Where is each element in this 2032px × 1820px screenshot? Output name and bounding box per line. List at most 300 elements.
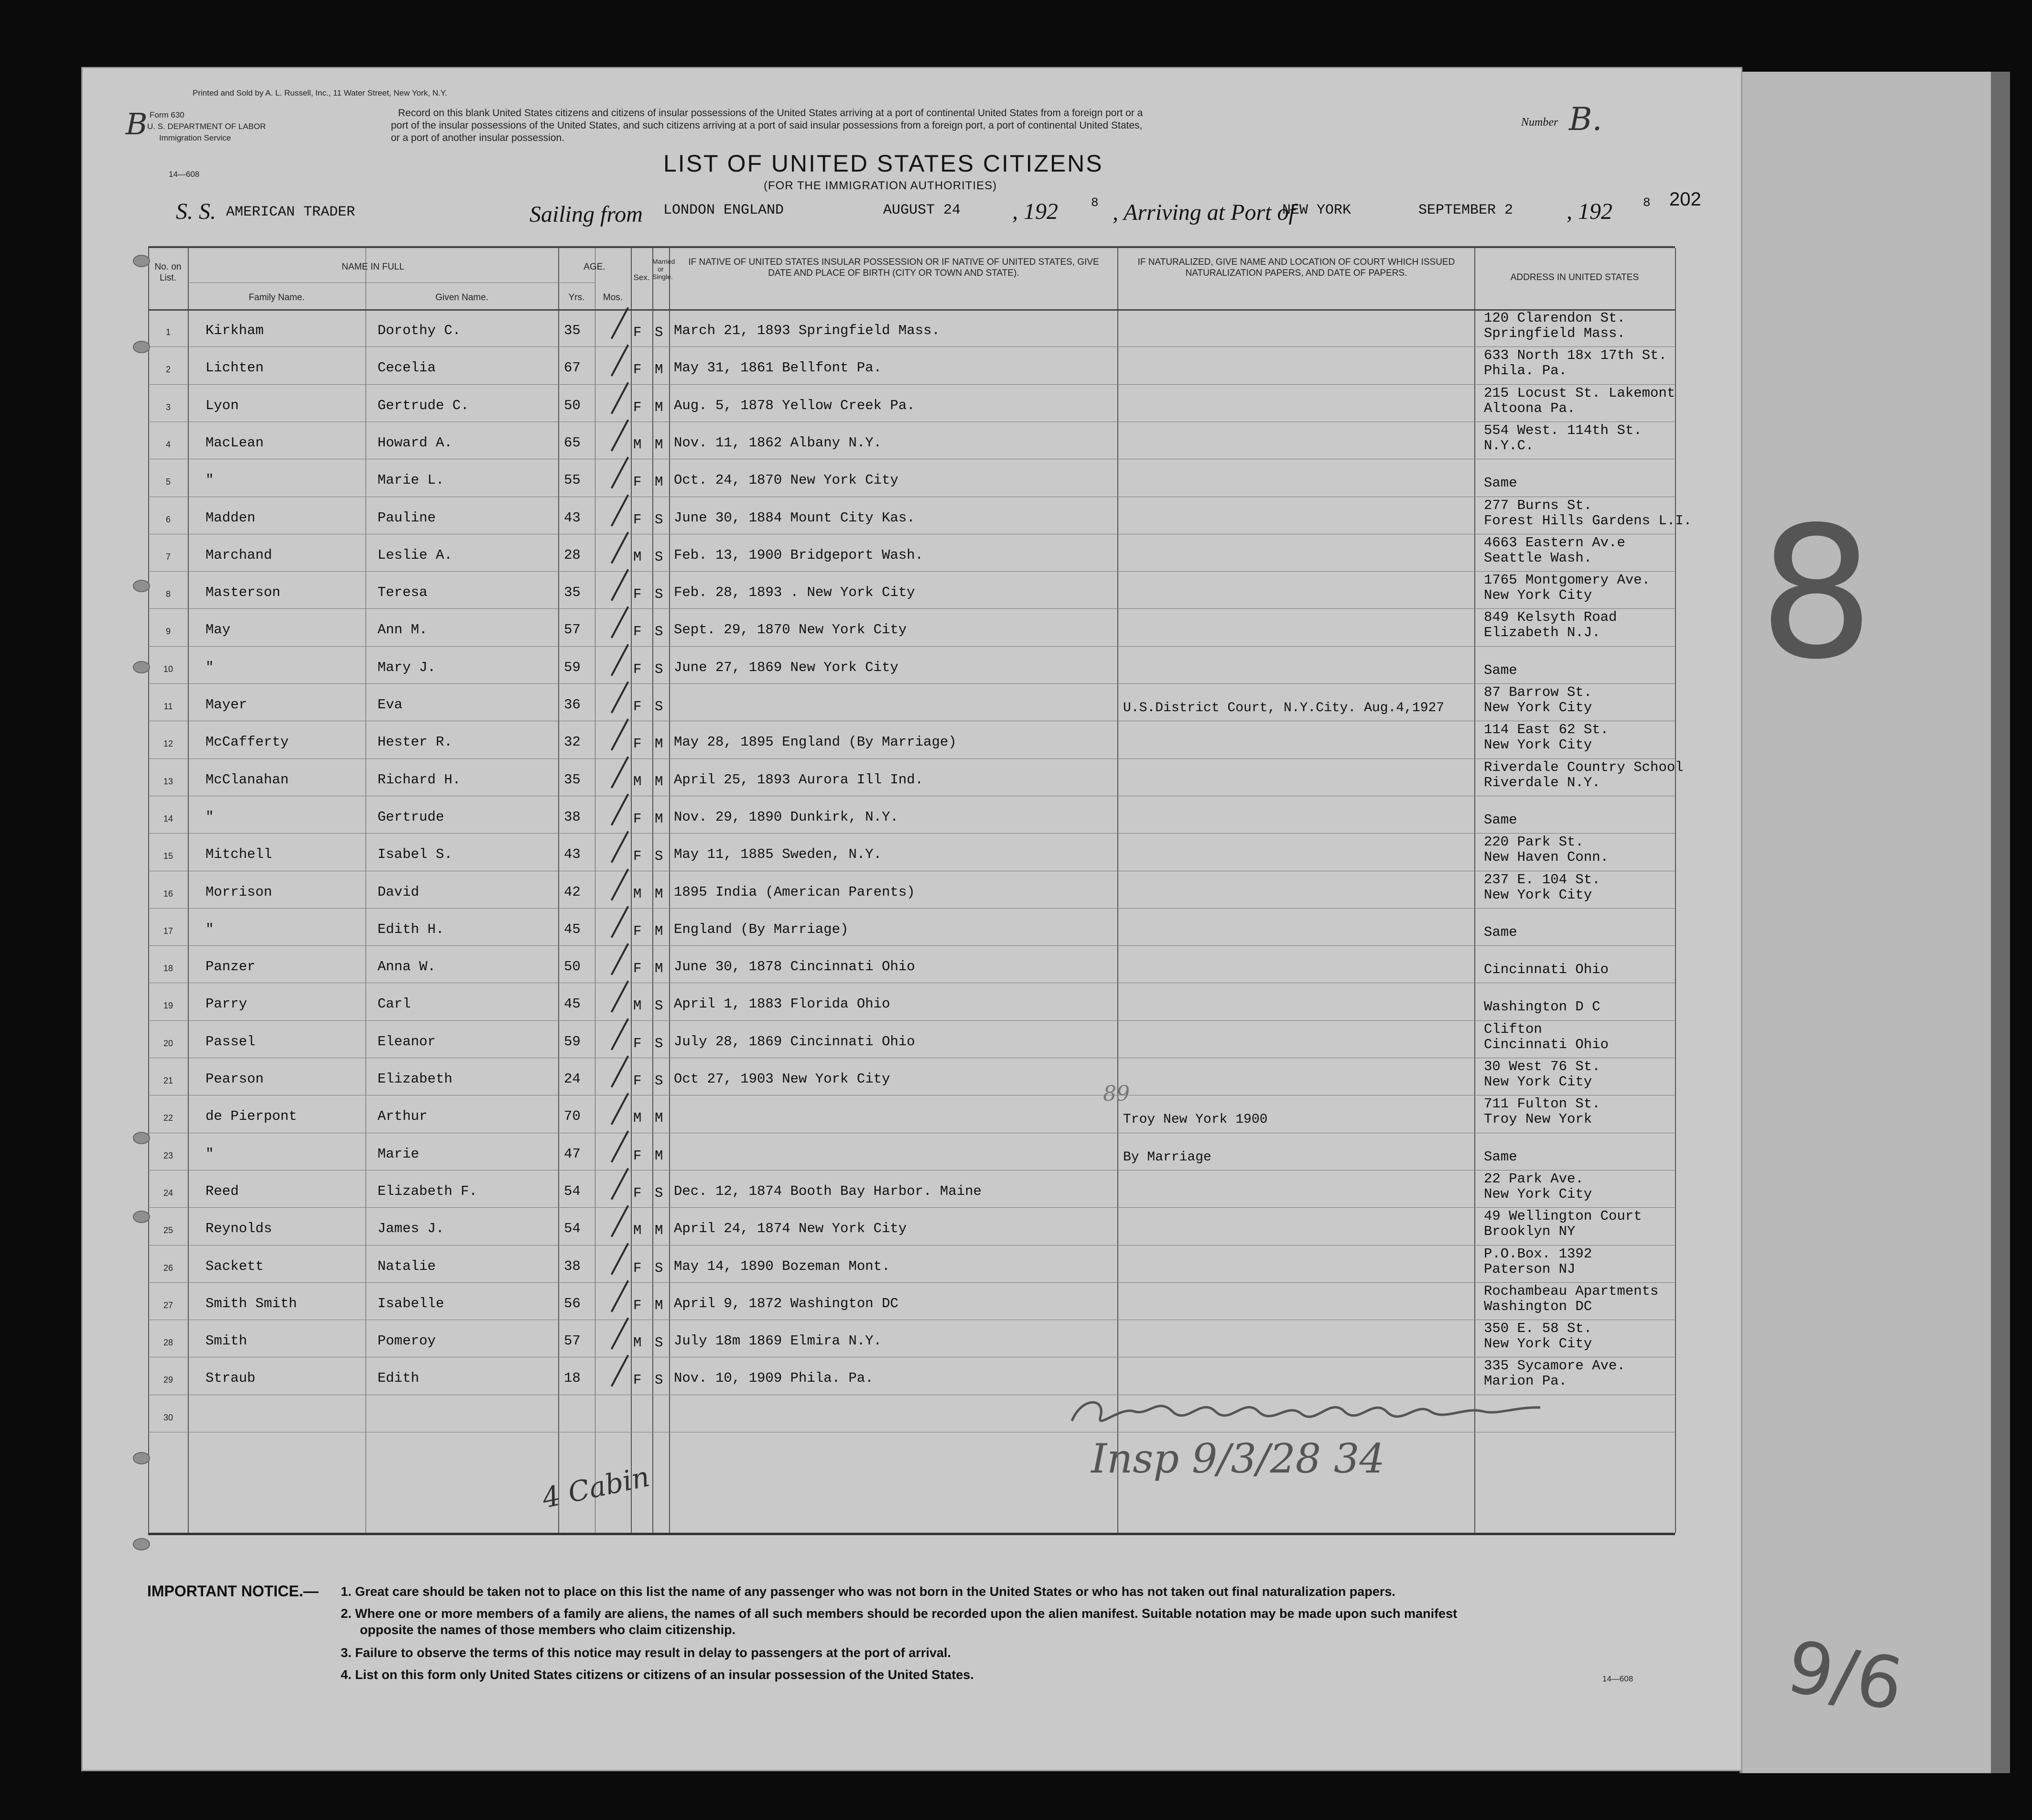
sex: M [633,549,642,565]
notice-item-4: 4. List on this form only United States citizens or citizens of an insular possession of the United States. [341,1668,974,1682]
col-header-mos: Mos. [603,292,623,303]
family-name: MacLean [205,434,264,451]
punch-hole [133,1211,150,1223]
age-years: 36 [564,697,581,713]
address-line-1: 4663 Eastern Av.e [1484,534,1625,551]
age-years: 56 [564,1295,581,1311]
address-line-2: Washington DC [1484,1298,1592,1314]
departure-date: AUGUST 24 [883,202,961,218]
age-years: 43 [564,846,581,863]
row-number: 5 [165,477,171,487]
address-line-1: Rochambeau Apartments [1484,1283,1659,1299]
family-name: Panzer [205,959,256,975]
col-header-naturalized: IF NATURALIZED, GIVE NAME AND LOCATION OF COURT WHICH ISSUED NATURALIZATION PAPERS, AND DATE OF PAPERS. [1137,257,1455,278]
address-line-1: 335 Sycamore Ave. [1484,1358,1625,1374]
address-line-2: Same [1484,812,1517,828]
birth-info: April 24, 1874 New York City [674,1221,907,1237]
given-name: Eleanor [378,1033,436,1050]
row-number: 23 [163,1150,173,1160]
adjacent-page [1740,72,2010,1773]
given-name: Edith H. [378,921,444,937]
address-line-1: 22 Park Ave. [1484,1170,1584,1187]
marital-status: M [655,961,663,977]
departure-year-digit: 8 [1091,195,1099,210]
address-line-2: N.Y.C. [1484,437,1534,454]
col-header-age: AGE. [584,262,605,272]
birth-info: Aug. 5, 1878 Yellow Creek Pa. [674,397,915,413]
row-number: 30 [163,1412,173,1422]
sex: F [633,362,642,378]
col-header-birth: IF NATIVE OF UNITED STATES INSULAR POSSESSION OR IF NATIVE OF UNITED STATES, GIVE DATE AND PLACE OF BIRTH (CITY OR TOWN AND STATE). [688,257,1099,278]
address-line-2: New York City [1484,1186,1592,1202]
address-line-2: Phila. Pa. [1484,363,1567,379]
row-rule [148,683,1675,684]
birth-info: Dec. 12, 1874 Booth Bay Harbor. Maine [674,1183,982,1199]
col-rule [558,248,559,1533]
address-line-1: 711 Fulton St. [1484,1096,1600,1112]
family-name: May [205,622,231,638]
page-title: LIST OF UNITED STATES CITIZENS [663,150,1103,177]
service: Immigration Service [159,133,231,142]
punch-hole [133,1452,150,1464]
age-years: 45 [564,996,581,1012]
row-number: 12 [163,739,173,749]
birth-info: April 25, 1893 Aurora Ill Ind. [674,771,924,788]
marital-status: S [655,1185,663,1201]
marital-status: M [655,399,663,415]
given-name: Marie L. [378,472,444,488]
address-line-2: Brooklyn NY [1484,1224,1576,1240]
arrival-port: NEW YORK [1282,202,1351,218]
age-years: 67 [564,360,581,376]
naturalization: Troy New York 1900 [1123,1112,1268,1127]
row-number: 20 [163,1038,173,1048]
address-line-2: Seattle Wash. [1484,550,1592,566]
age-years: 35 [564,585,581,601]
row-number: 15 [163,851,173,861]
punch-hole [133,255,150,267]
marital-status: S [655,624,663,640]
address-line-1: 633 North 18x 17th St. [1484,347,1667,364]
row-number: 25 [163,1225,173,1235]
marital-status: S [655,1073,663,1089]
header-rule [148,309,1675,311]
sex: F [633,1372,642,1388]
instruction-line-2: port of the insular possessions of the United States, and such citizens arriving at a port of said insular possessions from a foreign port, a port of continental United States, [391,120,1143,131]
marital-status: M [655,736,663,752]
family-name: Sackett [205,1258,264,1274]
notice-heading: IMPORTANT NOTICE.— [147,1582,319,1600]
page-edge [1991,72,2010,1773]
marital-status: S [655,848,663,865]
family-name: McClanahan [205,771,289,788]
form-number: Form 630 [150,110,184,119]
page-subtitle: (FOR THE IMMIGRATION AUTHORITIES) [764,179,997,192]
age-years: 59 [564,659,581,675]
family-name: Pearson [205,1071,264,1087]
age-years: 42 [564,884,581,900]
family-name: Passel [205,1033,256,1050]
age-years: 35 [564,771,581,788]
marital-status: S [655,325,663,340]
address-line-1: 120 Clarendon St. [1484,310,1625,326]
departure-year-prefix: , 192 [1012,199,1058,224]
sex: F [633,1297,642,1313]
sex: F [633,325,642,340]
sex: F [633,624,642,640]
number-value: B. [1569,101,1602,138]
row-rule [148,833,1675,834]
sex: F [633,399,642,415]
printer-line: Printed and Sold by A. L. Russell, Inc., 11 Water Street, New York, N.Y. [193,88,447,98]
col-rule [188,248,189,1533]
given-name: Arthur [378,1108,428,1125]
row-rule [148,945,1675,946]
family-name: Mitchell [205,846,272,863]
marital-status: M [655,474,663,490]
birth-info: June 30, 1878 Cincinnati Ohio [674,959,915,975]
address-line-1: 554 West. 114th St. [1484,422,1642,438]
address-line-2: Elizabeth N.J. [1484,625,1600,641]
sex: F [633,736,642,752]
given-name: Leslie A. [378,547,453,563]
row-number: 1 [165,327,171,337]
sex: M [633,1223,642,1239]
sailing-label: Sailing from [530,202,643,227]
instruction-line-3: or a port of another insular possession. [391,132,565,143]
address-line-2: Troy New York [1484,1111,1592,1127]
sex: F [633,511,642,528]
ss-label: S. S. [176,199,216,224]
given-name: Richard H. [378,771,461,788]
col-rule [1675,248,1676,1533]
notice-item-2: 2. Where one or more members of a family are aliens, the names of all such members should be recorded upon the alien manifest. Suitable notation may be made upon such manifest [341,1606,1458,1621]
age-years: 54 [564,1183,581,1199]
birth-info: June 27, 1869 New York City [674,659,898,675]
address-line-1: 277 Burns St. [1484,497,1592,513]
sex: F [633,1148,642,1164]
address-line-2: Paterson NJ [1484,1261,1576,1277]
col-header-given: Given Name. [435,292,488,303]
birth-info: 1895 India (American Parents) [674,884,915,900]
family-name: Masterson [205,585,281,601]
given-name: Edith [378,1370,420,1387]
row-rule [148,384,1675,385]
address-line-1: P.O.Box. 1392 [1484,1246,1592,1262]
naturalization: U.S.District Court, N.Y.City. Aug.4,1927 [1123,701,1445,715]
family-name: Marchand [205,547,272,563]
sex: F [633,474,642,490]
sex: M [633,436,642,453]
col-header-family: Family Name. [249,292,305,303]
row-number: 29 [163,1375,173,1385]
age-years: 57 [564,622,581,638]
given-name: Pauline [378,509,436,526]
address-line-2: Altoona Pa. [1484,400,1576,416]
age-years: 50 [564,959,581,975]
age-years: 55 [564,472,581,488]
family-name: Smith Smith [205,1295,297,1311]
family-name: Reed [205,1183,239,1199]
row-number: 21 [163,1076,173,1085]
given-name: Howard A. [378,434,453,451]
instruction-line-1: Record on this blank United States citizens and citizens of insular possessions of the United States arriving at a port of continental United States from a foreign port or a [398,108,1143,119]
sex: M [633,1110,642,1127]
address-line-1: 87 Barrow St. [1484,684,1592,700]
address-line-2: Riverdale N.Y. [1484,774,1600,791]
row-number: 7 [165,552,171,562]
marital-status: M [655,1110,663,1127]
given-name: Eva [378,697,403,713]
sex: F [633,961,642,977]
arrival-date: SEPTEMBER 2 [1418,202,1513,218]
marital-status: S [655,661,663,677]
page-number: 202 [1669,189,1701,210]
row-rule [148,1020,1675,1021]
address-line-2: New York City [1484,737,1592,753]
row-number: 8 [165,589,171,599]
age-years: 28 [564,547,581,563]
birth-info: July 18m 1869 Elmira N.Y. [674,1333,882,1349]
family-name: Morrison [205,884,272,900]
family-name: " [205,921,214,937]
address-line-2: Springfield Mass. [1484,325,1625,341]
row-rule [148,1245,1675,1246]
pencil-89: 89 [1103,1082,1130,1106]
sex: M [633,886,642,902]
given-name: Carl [378,996,411,1012]
col-rule [669,248,670,1533]
punch-hole [133,580,150,592]
arriving-label: , Arriving at Port of [1113,200,1295,225]
row-rule [148,608,1675,609]
age-years: 59 [564,1033,581,1050]
col-rule [1474,248,1475,1533]
marital-status: M [655,1223,663,1239]
marital-status: S [655,1372,663,1388]
margin-mark-eight: 8 [1759,488,1874,699]
family-name: " [205,1146,214,1162]
age-years: 18 [564,1370,581,1387]
given-name: Marie [378,1146,420,1162]
birth-info: March 21, 1893 Springfield Mass. [674,323,940,338]
birth-info: May 28, 1895 England (By Marriage) [674,734,957,750]
row-number: 13 [163,776,173,786]
punch-hole [133,1132,150,1144]
marital-status: M [655,923,663,939]
address-line-2: New York City [1484,1074,1592,1090]
form-code-bottom: 14—608 [1602,1674,1633,1683]
marital-status: S [655,1035,663,1051]
address-line-1: 350 E. 58 St. [1484,1321,1592,1337]
birth-info: Oct 27, 1903 New York City [674,1071,890,1087]
col-rule [652,248,653,1533]
row-number: 16 [163,888,173,899]
marital-status: S [655,586,663,603]
arrival-year-digit: 8 [1643,195,1651,210]
age-years: 24 [564,1071,581,1087]
marital-status: M [655,886,663,902]
address-line-2: New York City [1484,700,1592,715]
family-name: Straub [205,1370,256,1387]
col-rule [631,248,632,1533]
given-name: Elizabeth [378,1071,453,1087]
given-name: Isabelle [378,1295,444,1311]
address-line-2: Cincinnati Ohio [1484,1036,1609,1052]
sex: M [633,1335,642,1351]
given-name: Elizabeth F. [378,1183,477,1199]
punch-hole [133,1538,150,1550]
age-years: 65 [564,434,581,451]
age-years: 38 [564,809,581,825]
given-name: Gertrude C. [378,397,469,413]
given-name: Gertrude [378,809,444,825]
marital-status: M [655,1297,663,1313]
row-number: 14 [163,813,173,823]
birth-info: July 28, 1869 Cincinnati Ohio [674,1033,915,1050]
birth-info: Feb. 28, 1893 . New York City [674,585,915,601]
marital-status: S [655,1335,663,1351]
punch-hole [133,661,150,673]
col-header-married: Married or Single. [652,258,675,281]
row-number: 4 [165,439,171,449]
manifest-page [81,67,1742,1771]
family-name: " [205,472,214,488]
family-name: " [205,809,214,825]
address-line-1: 114 East 62 St. [1484,722,1609,738]
marital-status: S [655,699,663,715]
row-number: 11 [163,702,173,711]
row-number: 24 [163,1188,173,1198]
family-name: Lyon [205,397,239,413]
age-years: 35 [564,323,581,338]
address-line-1: Clifton [1484,1021,1542,1037]
birth-info: April 9, 1872 Washington DC [674,1295,898,1311]
inspection-note: Insp 9/3/28 34 [1091,1435,1385,1482]
family-name: Madden [205,509,256,526]
sex: F [633,848,642,865]
row-number: 28 [163,1338,173,1348]
address-line-2: Forest Hills Gardens L.I. [1484,512,1692,529]
departure-port: LONDON ENGLAND [663,202,784,218]
age-years: 32 [564,734,581,750]
birth-info: May 11, 1885 Sweden, N.Y. [674,846,882,863]
family-name: Mayer [205,697,248,713]
sex: M [633,998,642,1014]
birth-info: April 1, 1883 Florida Ohio [674,996,890,1012]
ship-name: AMERICAN TRADER [226,204,356,220]
address-line-2: Same [1484,475,1517,491]
sex: F [633,1185,642,1201]
punch-hole [133,341,150,353]
marital-status: S [655,511,663,528]
birth-info: Nov. 10, 1909 Phila. Pa. [674,1370,874,1387]
form-code: 14—608 [169,170,200,179]
department: U. S. DEPARTMENT OF LABOR [147,122,266,131]
age-years: 70 [564,1108,581,1125]
col-header-no: No. on List. [154,262,182,283]
row-number: 17 [163,926,173,936]
sex: F [633,661,642,677]
col-header-name: NAME IN FULL [342,262,404,272]
family-name: Parry [205,996,248,1012]
birth-info: Oct. 24, 1870 New York City [674,472,898,488]
sex: F [633,586,642,603]
birth-info: May 14, 1890 Bozeman Mont. [674,1258,890,1274]
address-line-2: New York City [1484,587,1592,604]
address-line-1: 849 Kelsyth Road [1484,609,1617,626]
age-years: 57 [564,1333,581,1349]
age-years: 38 [564,1258,581,1274]
age-years: 47 [564,1146,581,1162]
stamp-mark: B [126,107,148,141]
address-line-1: 237 E. 104 St. [1484,871,1600,888]
row-number: 6 [165,514,171,524]
address-line-1: 220 Park St. [1484,834,1584,850]
marital-status: M [655,773,663,790]
row-rule [148,1207,1675,1208]
col-header-yrs: Yrs. [568,292,585,303]
family-name: " [205,659,214,675]
row-rule [148,908,1675,909]
row-number: 27 [163,1300,173,1310]
birth-info: June 30, 1884 Mount City Kas. [674,509,915,526]
col-header-sex: Sex. [633,273,650,282]
marital-status: S [655,1260,663,1276]
naturalization: By Marriage [1123,1149,1211,1165]
number-label: Number [1521,116,1558,129]
cabin-note: 4 Cabin [539,1460,652,1515]
family-name: Lichten [205,360,264,376]
address-line-2: Washington D C [1484,999,1600,1015]
address-line-2: New Haven Conn. [1484,849,1609,866]
given-name: Isabel S. [378,846,453,863]
address-line-2: Same [1484,1148,1517,1165]
marital-status: M [655,1148,663,1164]
notice-item-3: 3. Failure to observe the terms of this notice may result in delay to passengers at the port of arrival. [341,1646,951,1660]
address-line-1: Riverdale Country School [1484,759,1684,775]
row-rule [148,758,1675,759]
notice-item-2-cont: opposite the names of those members who claim citizenship. [360,1623,736,1637]
sex: F [633,1035,642,1051]
family-name: Smith [205,1333,248,1349]
birth-info: Feb. 13, 1900 Bridgeport Wash. [674,547,924,563]
col-header-address: ADDRESS IN UNITED STATES [1510,272,1639,282]
given-name: Hester R. [378,734,453,750]
address-line-2: Cincinnati Ohio [1484,962,1609,978]
marital-status: M [655,362,663,378]
row-rule [148,571,1675,572]
age-years: 54 [564,1221,581,1237]
birth-info: England (By Marriage) [674,921,849,937]
given-name: Natalie [378,1258,436,1274]
address-line-2: Marion Pa. [1484,1373,1567,1389]
row-number: 18 [163,964,173,974]
given-name: Pomeroy [378,1333,436,1349]
row-rule [148,1282,1675,1283]
birth-info: Sept. 29, 1870 New York City [674,622,907,638]
marital-status: M [655,436,663,453]
sex: F [633,923,642,939]
address-line-1: 1765 Montgomery Ave. [1484,572,1651,588]
sex: F [633,699,642,715]
age-years: 50 [564,397,581,413]
address-line-1: 30 West 76 St. [1484,1059,1600,1074]
given-name: Mary J. [378,659,436,675]
row-number: 9 [165,627,171,637]
birth-info: Nov. 29, 1890 Dunkirk, N.Y. [674,809,898,825]
address-line-1: 49 Wellington Court [1484,1208,1642,1224]
